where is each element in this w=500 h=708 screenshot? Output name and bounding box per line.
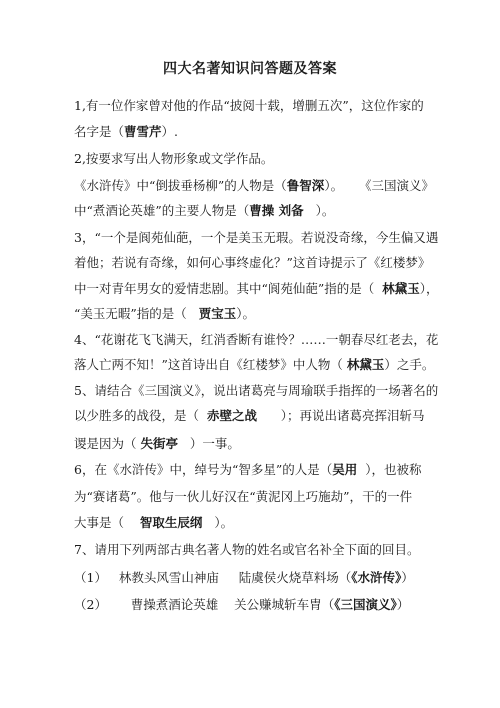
answer-text: 曹雪芹 xyxy=(124,124,162,139)
text-line xyxy=(74,281,439,297)
text-line xyxy=(74,542,419,558)
text-line xyxy=(74,255,430,271)
answer-text: 吴用 xyxy=(332,462,358,477)
text-line xyxy=(74,489,412,505)
answer-text: 赤壁之战 xyxy=(206,408,257,423)
line-text: 3，“一个是阆苑仙葩，一个是美玉无瑕。若说没奇缘，今生偏又遇 xyxy=(74,230,439,245)
answer-text: 智取生辰纲 xyxy=(139,515,203,530)
line-text: 1,有一位作家曾对他的作品“披阅十载，增删五次”，这位作家的 xyxy=(74,98,424,113)
text-line xyxy=(74,357,434,373)
line-text: 名字是（ xyxy=(74,124,125,139)
line-text: ）。 《三国演义》 xyxy=(324,178,434,193)
answer-text: 鲁智深 xyxy=(286,178,325,193)
text-line xyxy=(74,98,424,114)
line-text: （2） 曹操煮酒论英雄 关公赚城斩车胄（ xyxy=(74,597,335,612)
text-line xyxy=(74,306,255,322)
text-line xyxy=(74,332,438,348)
answer-text: 林黛玉 xyxy=(382,281,420,296)
line-text: ）之手。 xyxy=(384,357,435,372)
line-text: 中“煮酒论英雄”的主要人物是（ xyxy=(74,203,250,218)
line-text: ），也被称 xyxy=(357,462,422,477)
line-text: “美玉无暇”指的是（ xyxy=(74,306,199,321)
line-text: 2,按要求写出人物形象或文学作品。 xyxy=(74,151,274,166)
text-line xyxy=(74,462,421,478)
answer-text: 《三国演义》 xyxy=(334,597,397,612)
line-text: 为“赛诸葛”。他与一伙儿好汉在“黄泥冈上巧施劫”，干的一件 xyxy=(74,489,413,504)
answer-text: 《水浒传》 xyxy=(351,570,402,585)
text-line xyxy=(74,151,273,167)
text-line xyxy=(74,408,425,424)
text-line xyxy=(74,124,178,140)
text-line xyxy=(74,570,414,586)
line-text: （1） 林教头风雪山神庙 陆虞侯火烧草料场（ xyxy=(74,570,352,585)
answer-text: 林黛玉 xyxy=(346,357,385,372)
line-text: ）；再说出诸葛亮挥泪斩马 xyxy=(256,408,425,423)
line-text: ）。 xyxy=(236,306,255,321)
answer-text: 失街亭 xyxy=(140,436,178,451)
text-line xyxy=(74,597,409,613)
line-text: ） xyxy=(401,570,414,585)
line-text: ）。 xyxy=(303,203,335,218)
line-text: 着他；若说有奇缘，如何心事终虚化？”这首诗提示了《红楼梦》 xyxy=(74,255,431,270)
line-text: 6，在《水浒传》中，绰号为“智多星”的人是（ xyxy=(74,462,333,477)
line-text: ）一事。 xyxy=(178,436,240,451)
text-line xyxy=(74,383,438,399)
answer-text: 曹操 刘备 xyxy=(249,203,304,218)
line-text: 以少胜多的战役，是（ xyxy=(74,408,207,423)
line-text: 落人亡两不知！”这首诗出自《红楼梦》中人物（ xyxy=(74,357,347,372)
text-line xyxy=(74,178,434,194)
text-line xyxy=(74,230,438,246)
line-text: 大事是（ xyxy=(74,515,140,530)
line-text: 《水浒传》中“倒拔垂杨柳”的人物是（ xyxy=(74,178,287,193)
text-line xyxy=(74,436,240,452)
line-text: ）. xyxy=(161,124,179,139)
line-text: ） xyxy=(396,597,410,612)
line-text: ）。 xyxy=(202,515,234,530)
line-text: 谡是因为（ xyxy=(74,436,141,451)
answer-text: 贾宝玉 xyxy=(198,306,237,321)
page-title: 四大名著知识问答题及答案 xyxy=(163,61,337,77)
line-text: 4、“花谢花飞飞满天，红消香断有谁怜？……一朝春尽红老去，花 xyxy=(74,332,439,347)
line-text: ）， xyxy=(419,281,439,296)
text-line xyxy=(74,203,334,219)
line-text: 7、请用下列两部古典名著人物的姓名或官名补全下面的回目。 xyxy=(74,542,420,557)
text-line xyxy=(74,515,233,531)
line-text: 5、请结合《三国演义》，说出诸葛亮与周瑜联手指挥的一场著名的 xyxy=(74,383,439,398)
line-text: 中一对青年男女的爱情悲剧。其中“阆苑仙葩”指的是（ xyxy=(74,281,383,296)
